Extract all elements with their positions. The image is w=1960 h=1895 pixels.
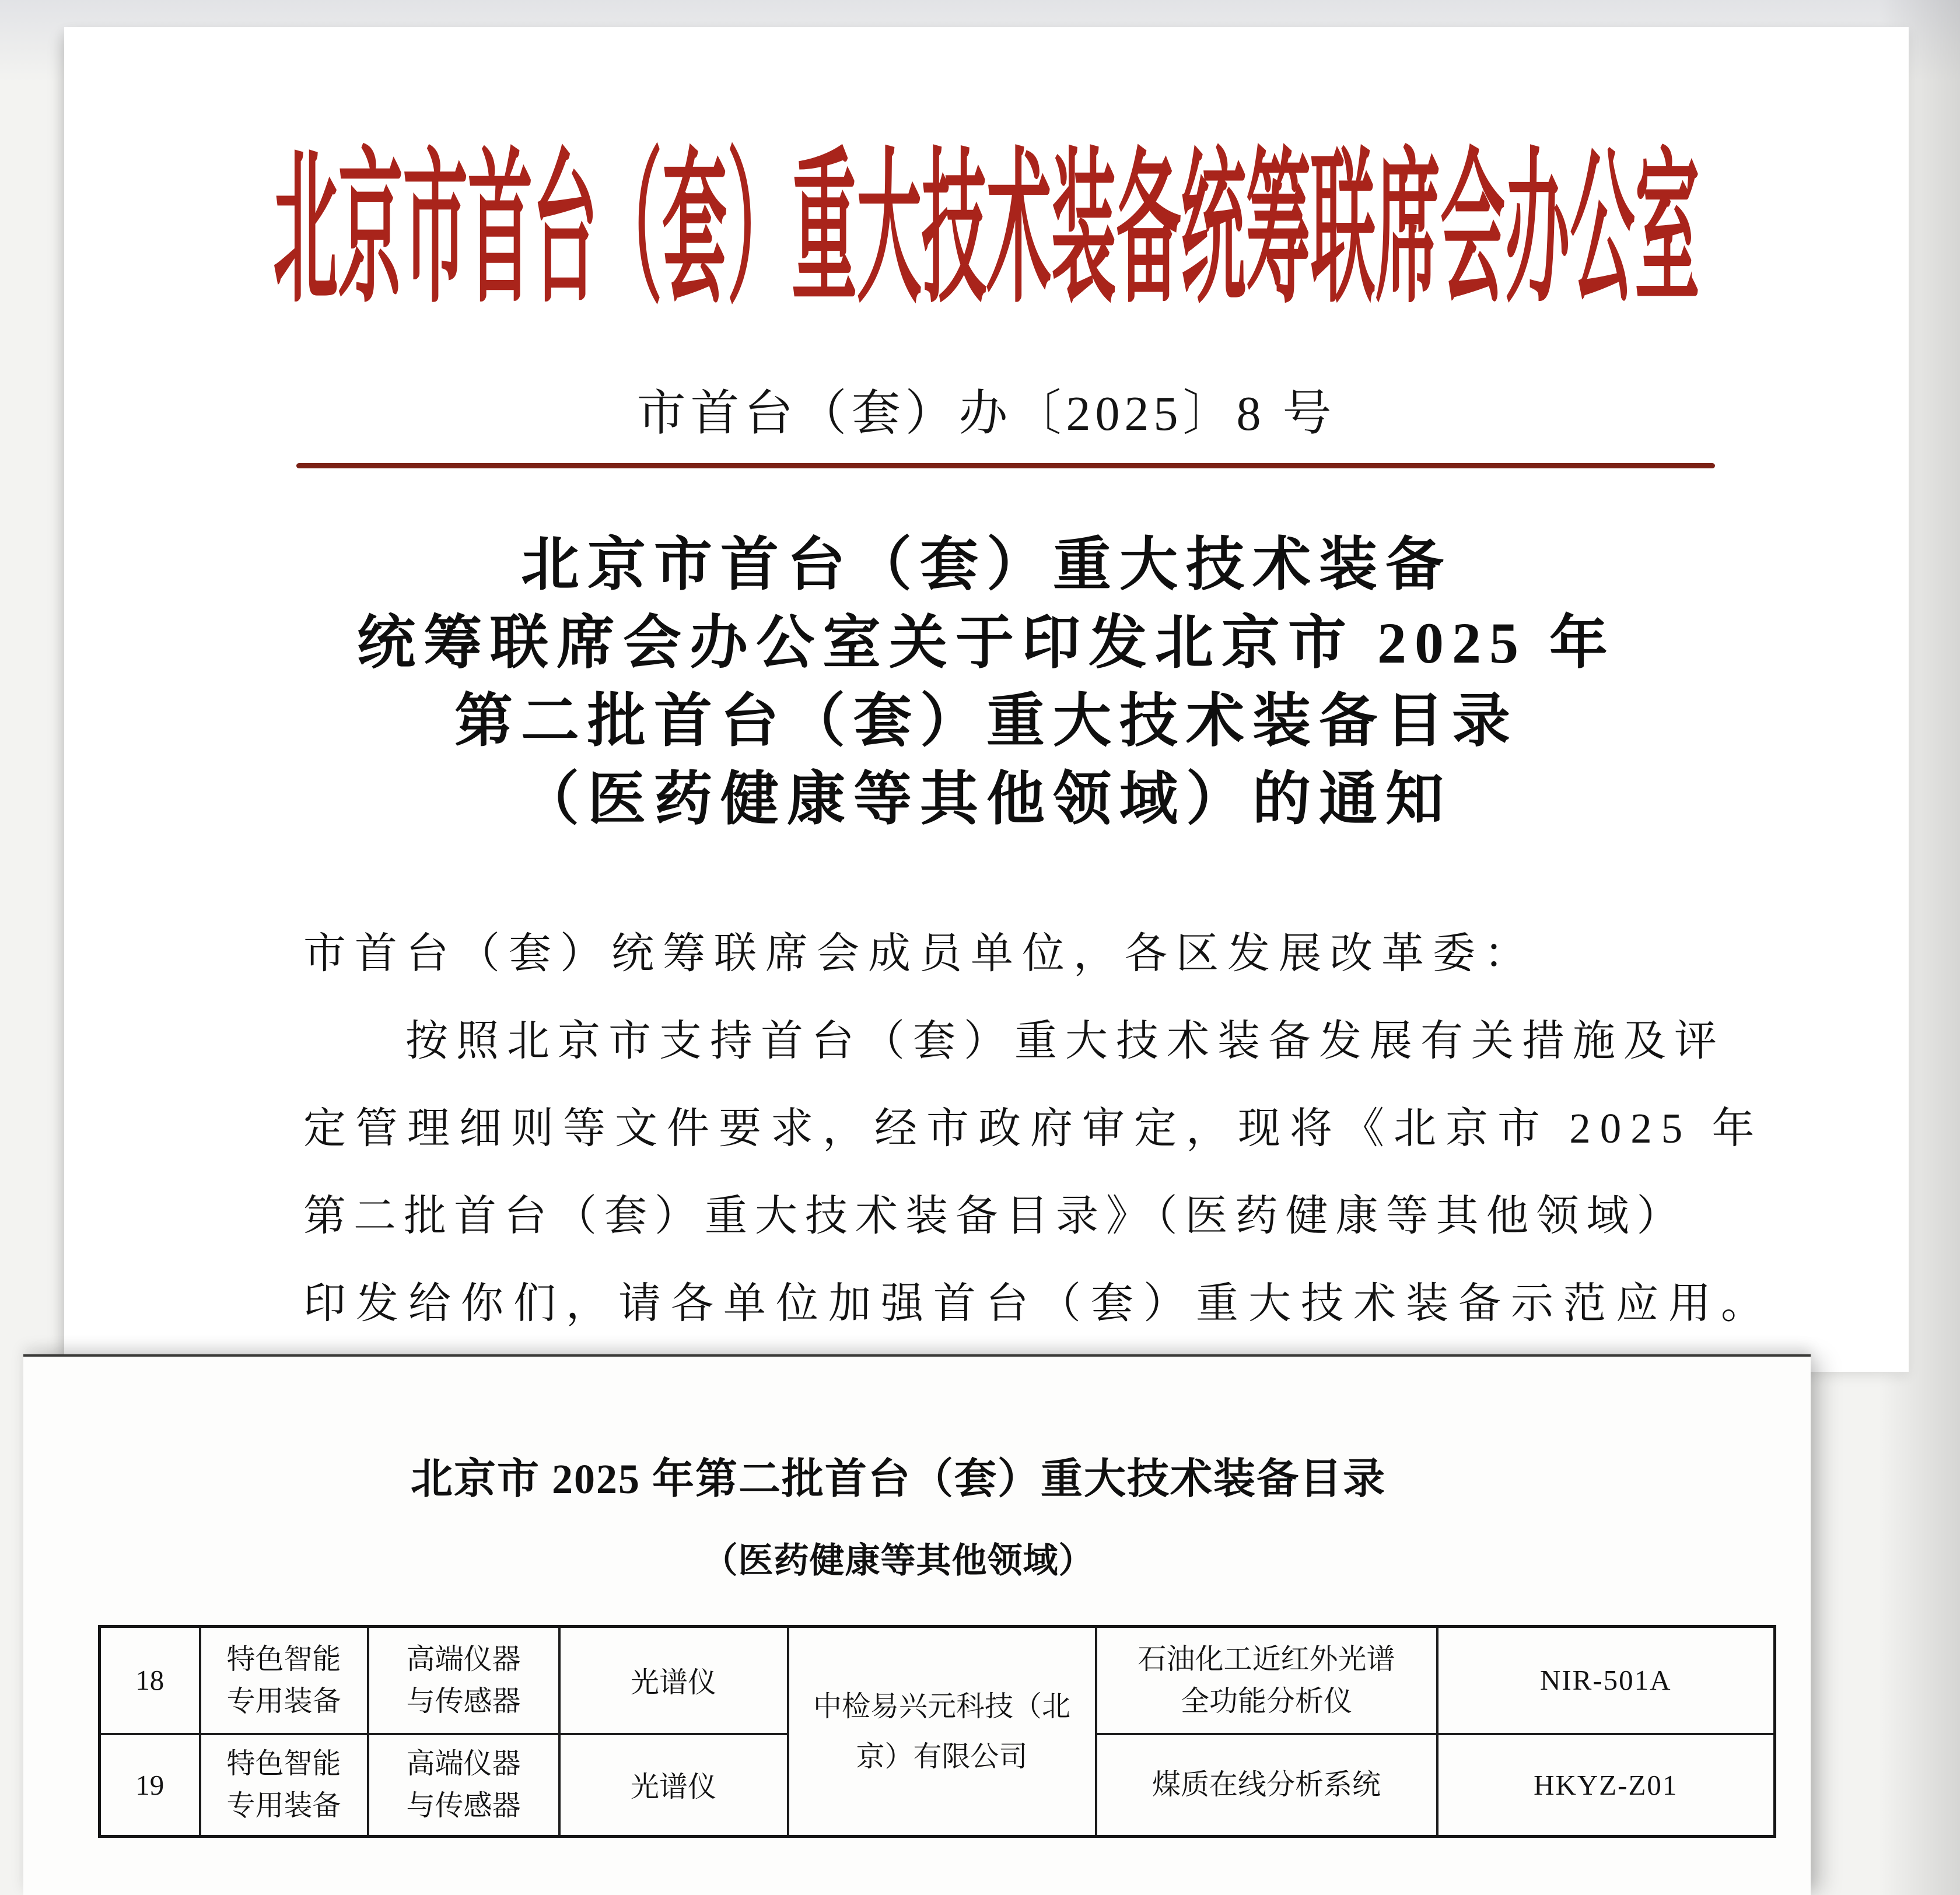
company-line: 中检易兴元科技（北	[813, 1690, 1070, 1722]
subcategory-line: 高端仪器	[406, 1747, 521, 1780]
notice-body	[303, 910, 1773, 1347]
row-number-cell: 18	[100, 1627, 200, 1734]
letterhead-text: 北京市首台（套）重大技术装备统筹联席会办公室	[273, 138, 1700, 323]
category-line: 专用装备	[226, 1789, 341, 1822]
model-cell: NIR-501A	[1437, 1627, 1775, 1734]
notice-title-line-2: 统筹联席会办公室关于印发北京市 2025 年	[357, 611, 1616, 675]
category-line: 特色智能	[226, 1747, 341, 1780]
product-cell	[1096, 1627, 1437, 1734]
subcategory-line: 与传感器	[406, 1789, 521, 1822]
notice-title-line-1: 北京市首台（套）重大技术装备	[521, 533, 1452, 597]
subcategory-cell	[368, 1734, 559, 1837]
category-cell	[200, 1734, 368, 1837]
notice-title	[64, 526, 1909, 839]
table-row-18	[100, 1627, 1775, 1734]
catalog-heading: 北京市 2025 年第二批首台（套）重大技术装备目录	[410, 1456, 1386, 1502]
body-line-3: 第二批首台（套）重大技术装备目录》（医药健康等其他领域）	[303, 1192, 1687, 1239]
catalog-page	[23, 1354, 1811, 1895]
equipment-table	[98, 1625, 1776, 1838]
subcategory-line: 与传感器	[406, 1684, 521, 1717]
letterhead-title	[64, 138, 1909, 323]
notice-page	[64, 27, 1909, 1372]
notice-title-line-3: 第二批首台（套）重大技术装备目录	[454, 689, 1518, 754]
product-line: 石油化工近红外光谱	[1138, 1642, 1395, 1675]
device-cell: 光谱仪	[559, 1627, 788, 1734]
red-divider	[296, 463, 1715, 468]
body-line-2: 定管理细则等文件要求，经市政府审定，现将《北京市 2025 年	[303, 1105, 1764, 1152]
notice-title-line-4: （医药健康等其他领域）的通知	[521, 767, 1452, 832]
category-cell	[200, 1627, 368, 1734]
subcategory-line: 高端仪器	[406, 1642, 521, 1675]
category-line: 专用装备	[226, 1684, 341, 1717]
company-cell	[788, 1627, 1096, 1837]
product-line: 全功能分析仪	[1180, 1684, 1352, 1717]
body-line-1: 按照北京市支持首台（套）重大技术装备发展有关措施及评	[405, 1017, 1725, 1064]
product-line: 煤质在线分析系统	[1152, 1768, 1381, 1801]
body-line-4: 印发给你们，请各单位加强首台（套）重大技术装备示范应用。	[303, 1280, 1773, 1327]
subcategory-cell	[368, 1627, 559, 1734]
row-number-cell: 19	[100, 1734, 200, 1837]
salutation-line: 市首台（套）统筹联席会成员单位，各区发展改革委：	[303, 930, 1535, 977]
model-cell: HKYZ-Z01	[1437, 1734, 1775, 1837]
category-line: 特色智能	[226, 1642, 341, 1675]
doc-number: 市首台（套）办〔2025〕8 号	[636, 387, 1336, 441]
product-cell	[1096, 1734, 1437, 1837]
company-line: 京）有限公司	[856, 1740, 1028, 1773]
device-cell: 光谱仪	[559, 1734, 788, 1837]
catalog-subheading: （医药健康等其他领域）	[702, 1542, 1094, 1580]
